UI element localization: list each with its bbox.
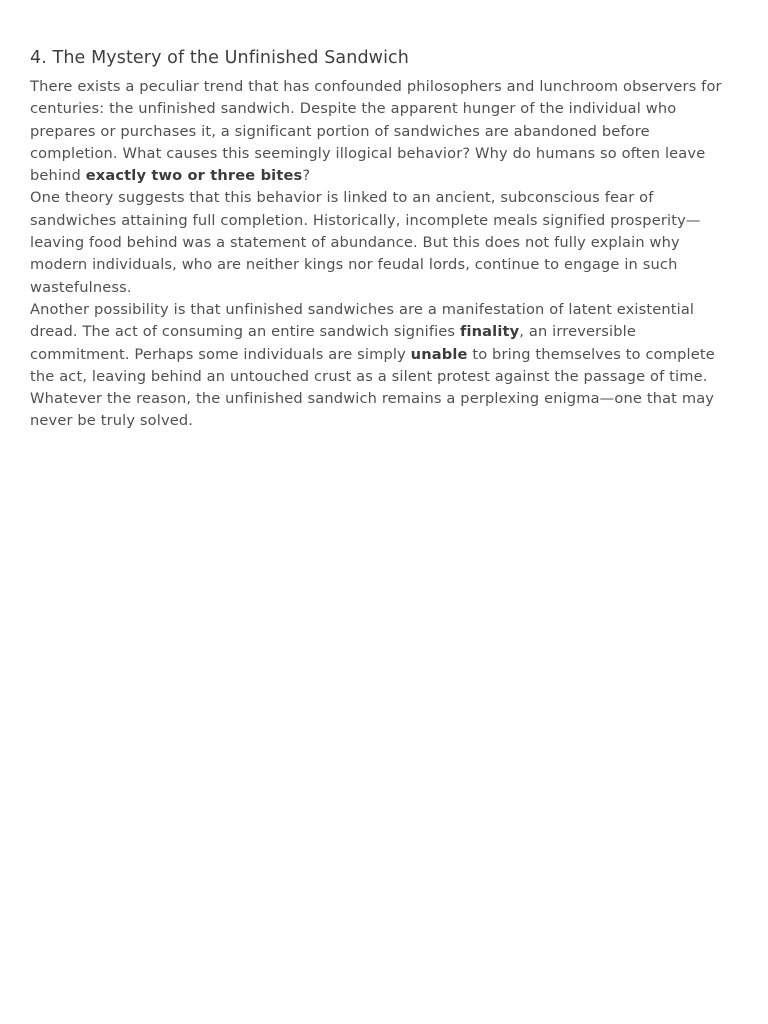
section-title: 4. The Mystery of the Unfinished Sandwich — [30, 48, 409, 68]
paragraph-text: There exists a peculiar trend that has confounded philosophers and lunchroom observers for centuries: the unfinished sandwich. Despite the apparent hunger of the individual who prepares or purchases it, a significant portion of sandwiches are abandoned before completion. What causes this seemingly illogical behavior? Why do humans so often leave behind — [30, 78, 722, 185]
paragraph-theory: One theory suggests that this behavior is linked to an ancient, subconscious fear of sandwiches attaining full completion. Historically, incomplete meals signified prosperity—leaving food behind was a statement of abundance. But this does not fully explain why modern individuals, who are neither kings nor feudal lords, continue to engage in such wastefulness. — [30, 189, 701, 296]
paragraph-possibility — [30, 299, 738, 388]
emphasis-text: exactly two or three bites — [85, 167, 303, 185]
emphasis-text: unable — [410, 345, 468, 363]
paragraph-text: , an irreversible commitment. Perhaps some individuals are simply — [30, 323, 636, 363]
emphasis-text: finality — [459, 323, 520, 341]
paragraph-text: to bring themselves to complete the act, leaving behind an untouched crust as a silent protest against the passage of time. — [30, 345, 715, 385]
document-body — [30, 46, 738, 433]
paragraph-text: ? — [302, 167, 311, 185]
paragraph-intro — [30, 76, 738, 187]
paragraph-conclusion: Whatever the reason, the unfinished sandwich remains a perplexing enigma—one that may never be truly solved. — [30, 390, 715, 430]
paragraph-text: Another possibility is that unfinished sandwiches are a manifestation of latent existential dread. The act of consuming an entire sandwich signifies — [30, 300, 695, 341]
